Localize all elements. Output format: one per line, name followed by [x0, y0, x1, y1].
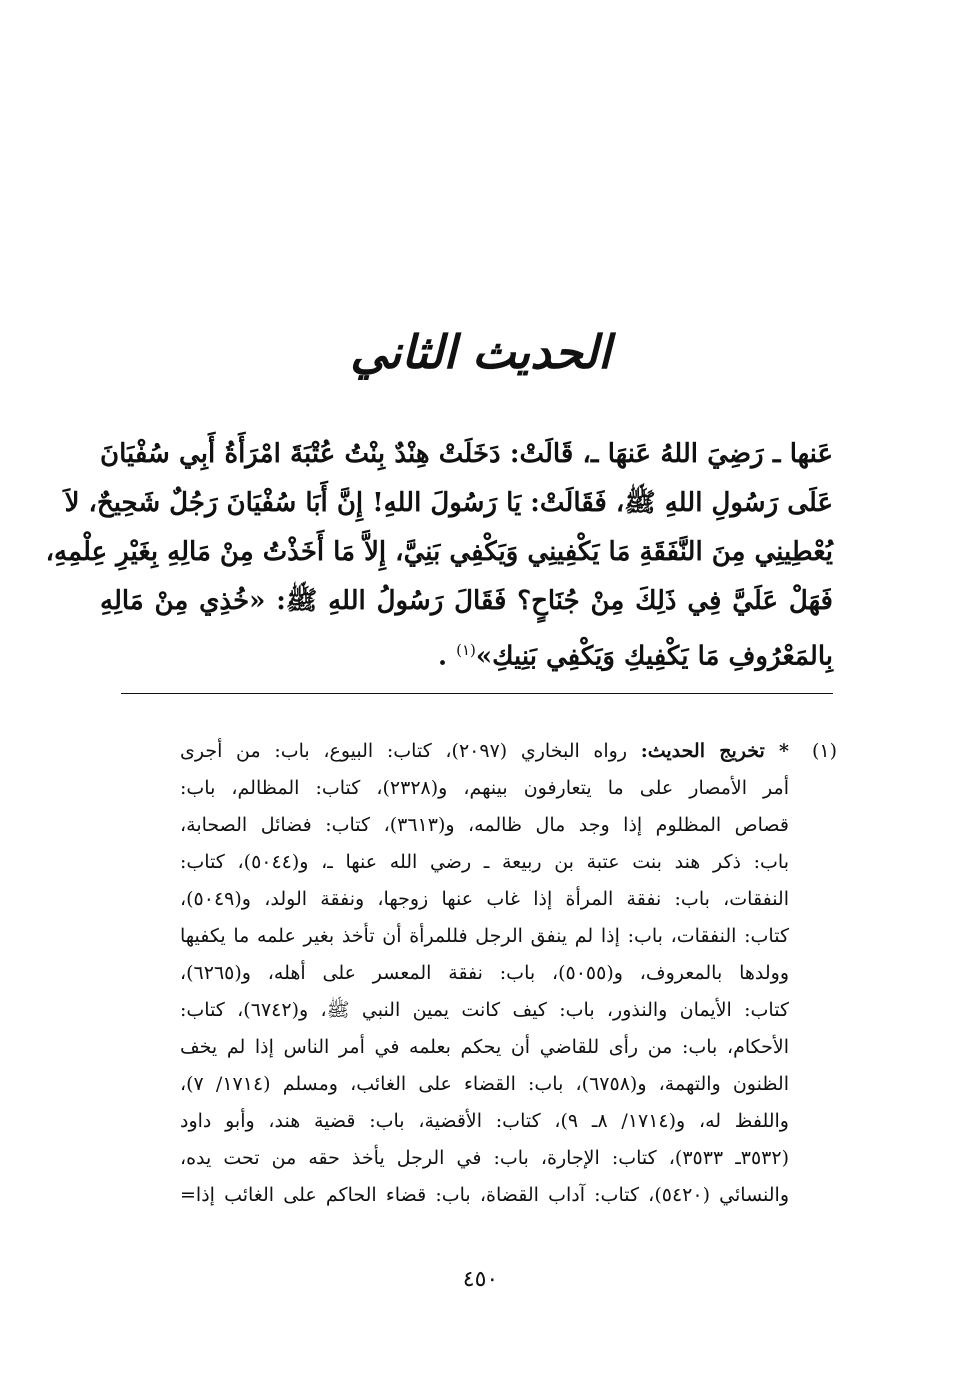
hadith-line: عَلَى رَسُولِ اللهِ ﷺ، فَقَالَتْ: يَا رَسُولَ اللهِ! إِنَّ أَبَا سُفْيَانَ رَجُلٌ شَحِيحٌ، لاَ — [64, 488, 833, 518]
footnote-line: وولدها بالمعروف، و(٥٠٥٥)، باب: نفقة المعسر على أهله، و(٦٢٦٥)، — [180, 962, 789, 984]
hadith-line: فَهَلْ عَلَيَّ فِي ذَلِكَ مِنْ جُنَاحٍ؟ فَقَالَ رَسُولُ اللهِ ﷺ: «خُذِي مِنْ مَالِهِ — [100, 586, 833, 616]
page-number: ٤٥٠ — [462, 1267, 499, 1292]
footnote-line: واللفظ له، و(١٧١٤/ ٨ـ ٩)، كتاب: الأقضية، باب: قضية هند، وأبو داود — [180, 1110, 789, 1132]
footnote-heading: * تخريج الحديث: — [640, 740, 789, 762]
hadith-text — [45, 430, 833, 675]
footnote-first-line — [180, 733, 789, 770]
footnote-line: كتاب: الأيمان والنذور، باب: كيف كانت يمين النبي ﷺ، و(٦٧٤٢)، كتاب: — [180, 999, 789, 1021]
hadith-end-punctuation: . — [437, 641, 448, 672]
hadith-line: يُعْطِينِي مِنَ النَّفَقَةِ مَا يَكْفِينِي وَيَكْفِي بَنِيَّ، إِلاَّ مَا أَخَذْتُ مِنْ مَالِهِ بِغَيْرِ عِلْمِهِ، — [45, 537, 833, 567]
footnote-reference-marker: (١) — [456, 641, 476, 659]
hadith-line-text: بِالمَعْرُوفِ مَا يَكْفِيكِ وَيَكْفِي بَنِيكِ» — [475, 641, 833, 672]
hadith-line: عَنها ـ رَضِيَ اللهُ عَنهَا ـ، قَالَتْ: دَخَلَتْ هِنْدٌ بِنْتُ عُتْبَةَ امْرَأَةُ أَبِي سُفْيَانَ — [100, 439, 833, 469]
footnote-line: الأحكام، باب: من رأى للقاضي أن يحكم بعلمه في أمر الناس إذا لم يخف — [180, 1036, 789, 1058]
footnote-line: كتاب: النفقات، باب: إذا لم ينفق الرجل فللمرأة أن تأخذ بغير علمه ما يكفيها — [180, 925, 789, 947]
footnote-line: قصاص المظلوم إذا وجد مال ظالمه، و(٣٦١٣)، كتاب: فضائل الصحابة، — [180, 814, 789, 836]
footnote-number: (١) — [811, 740, 837, 762]
footnote-text — [180, 733, 789, 1214]
chapter-title: الحديث الثاني — [350, 325, 611, 379]
footnote-line-text: رواه البخاري (٢٠٩٧)، كتاب: البيوع، باب: من أجرى — [180, 740, 628, 762]
hadith-last-line — [100, 626, 833, 675]
footnote-line: الظنون والتهمة، و(٦٧٥٨)، باب: القضاء على الغائب، ومسلم (١٧١٤/ ٧)، — [180, 1073, 789, 1095]
footnote-line: أمر الأمصار على ما يتعارفون بينهم، و(٢٣٢٨)، كتاب: المظالم، باب: — [180, 777, 789, 799]
footnote-line: والنسائي (٥٤٢٠)، كتاب: آداب القضاة، باب: قضاء الحاكم على الغائب إذا= — [180, 1184, 789, 1206]
footnote-line: النفقات، باب: نفقة المرأة إذا غاب عنها زوجها، ونفقة الولد، و(٥٠٤٩)، — [180, 888, 789, 910]
footnote-line: (٣٥٣٢ـ ٣٥٣٣)، كتاب: الإجارة، باب: في الرجل يأخذ حقه من تحت يده، — [180, 1147, 790, 1169]
footnote-line: باب: ذكر هند بنت عتبة بن ربيعة ـ رضي الله عنها ـ، و(٥٠٤٤)، كتاب: — [180, 851, 789, 873]
footnote-separator — [121, 693, 833, 694]
